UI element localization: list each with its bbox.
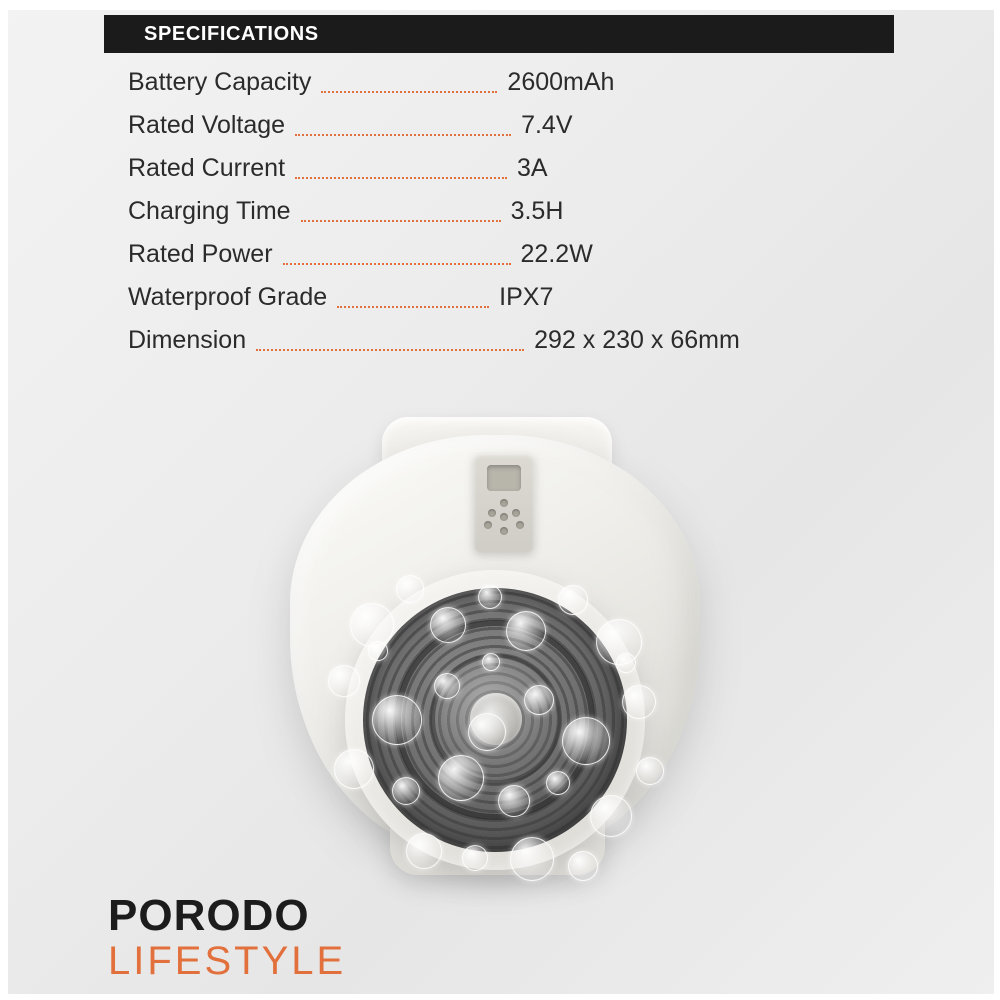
dotted-leader <box>295 133 511 136</box>
spec-row-rated-current <box>104 154 894 197</box>
spec-value: 22.2W <box>520 240 593 268</box>
spec-value: 3A <box>517 154 548 182</box>
spec-row-rated-power <box>104 240 894 283</box>
brand-logo <box>108 891 347 983</box>
spec-value: 292 x 230 x 66mm <box>534 326 740 354</box>
spec-row-charging-time <box>104 197 894 240</box>
specifications-table <box>104 68 894 369</box>
dotted-leader <box>337 305 489 308</box>
spec-row-waterproof-grade <box>104 283 894 326</box>
spec-row-rated-voltage <box>104 111 894 154</box>
spec-value: IPX7 <box>499 283 554 311</box>
spec-value: 2600mAh <box>507 68 615 96</box>
page-edge-left <box>0 0 8 1000</box>
spec-label: Rated Current <box>128 154 286 182</box>
page-edge-top <box>0 0 1000 10</box>
page-edge-bottom <box>0 994 1000 1000</box>
dotted-leader <box>301 219 501 222</box>
brush-center-hub <box>470 693 522 745</box>
specifications-title: SPECIFICATIONS <box>144 22 319 45</box>
brand-tagline: LIFESTYLE <box>108 939 347 983</box>
spec-label: Dimension <box>128 326 247 354</box>
dotted-leader <box>295 176 507 179</box>
spec-label: Charging Time <box>128 197 291 225</box>
product-image <box>230 395 770 915</box>
speaker-vent-dots <box>482 499 528 539</box>
spec-row-battery-capacity <box>104 68 894 111</box>
spec-label: Battery Capacity <box>128 68 312 96</box>
dotted-leader <box>321 90 497 93</box>
spec-label: Waterproof Grade <box>128 283 328 311</box>
dotted-leader <box>256 348 524 351</box>
dotted-leader <box>283 262 511 265</box>
spec-row-dimension <box>104 326 894 369</box>
specifications-header-bar <box>104 15 894 53</box>
spec-label: Rated Power <box>128 240 273 268</box>
spec-value: 3.5H <box>510 197 564 225</box>
spec-value: 7.4V <box>521 111 573 139</box>
display-screen <box>487 465 521 491</box>
brand-name: PORODO <box>108 891 310 940</box>
spec-label: Rated Voltage <box>128 111 286 139</box>
page-edge-right <box>994 0 1000 1000</box>
